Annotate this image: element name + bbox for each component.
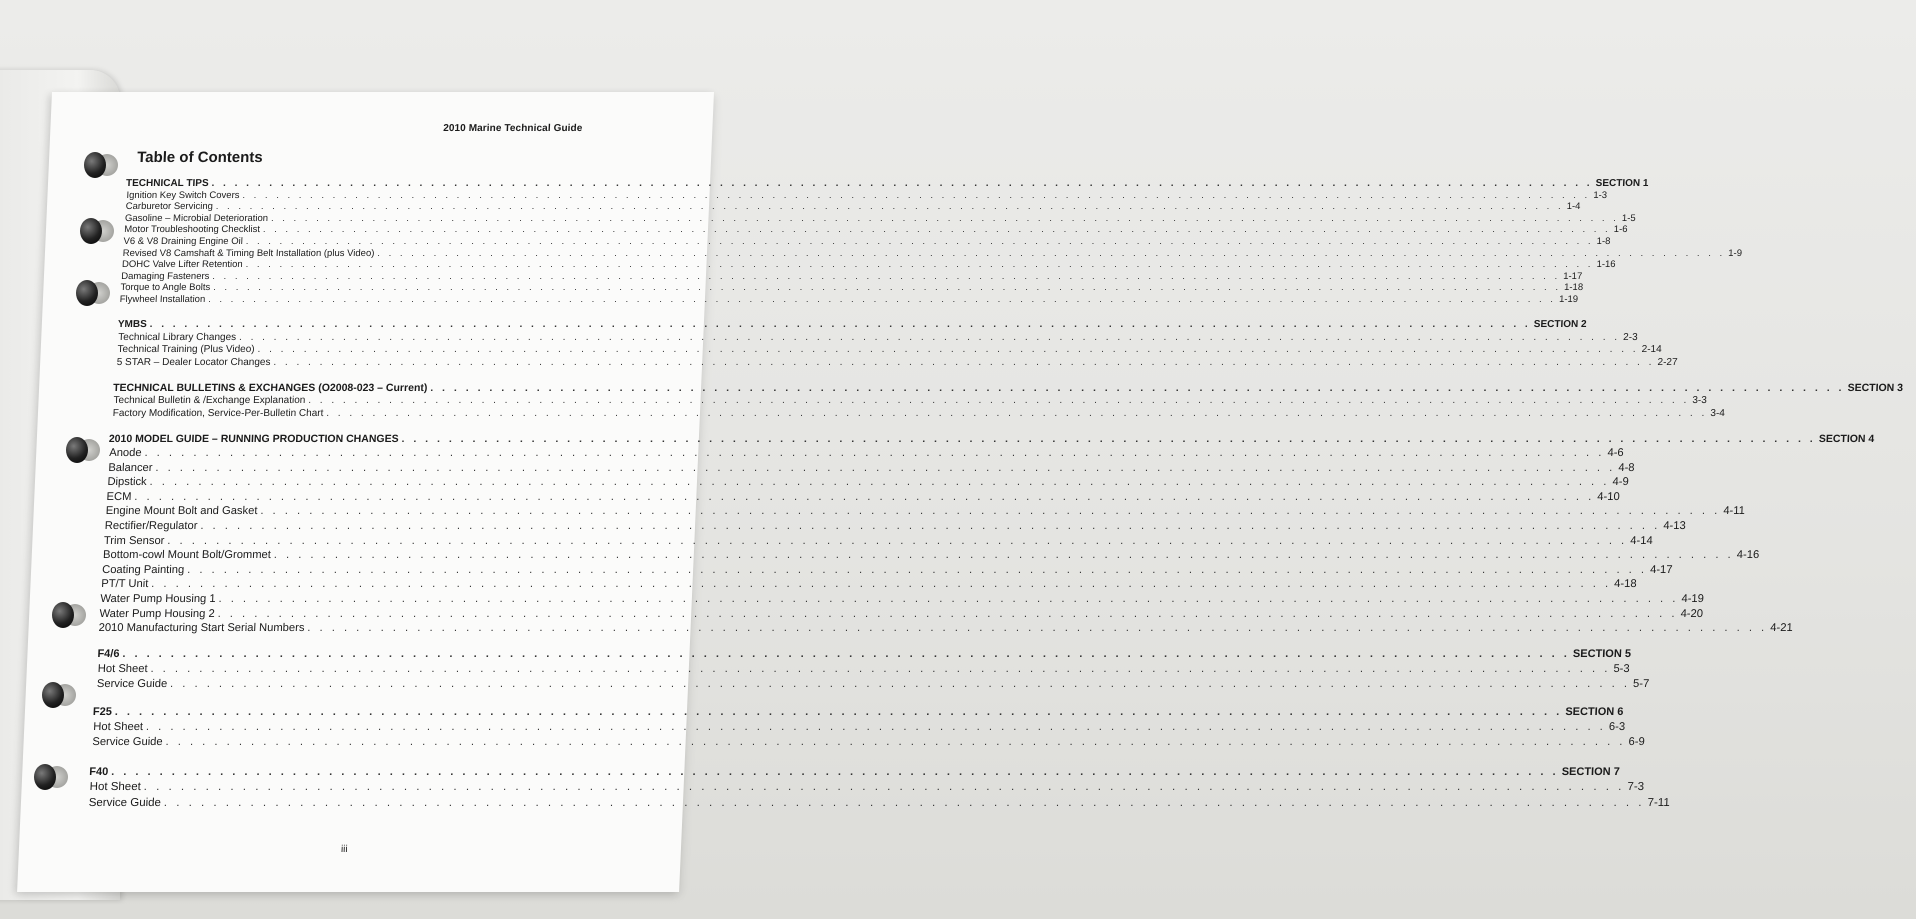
toc-entry bbox=[100, 576, 1637, 591]
toc-entry-label: Revised V8 Camshaft & Timing Belt Installation (plus Video) bbox=[122, 247, 375, 259]
toc-entry-page: 4-8 bbox=[1618, 461, 1635, 474]
leader-dots: . . . . . . . . . . . . . . . . . . . . . . . . . . . . . . . . . . . . . . . . . . . . . . . . . . . . . . . . . . . . . . . . . . . . . . . . . . . . . . . . . . . . . . . . . . . . . . . . . . . . . . . . . . . . . . . . . . . . . . . . bbox=[215, 201, 1564, 213]
toc-entry-label: 2010 Manufacturing Start Serial Numbers bbox=[98, 622, 305, 635]
leader-dots: . . . . . . . . . . . . . . . . . . . . . . . . . . . . . . . . . . . . . . . . . . . . . . . . . . . . . . . . . . . . . . . . . . . . . . . . . . . . . . . . . . . . . . . . . . . . . . . . . . . . . . . . . . . . . . . . . . . . . . . . bbox=[257, 344, 1639, 356]
toc-entry-label: PT/T Unit bbox=[100, 578, 149, 591]
toc-entry-label: Dipstick bbox=[107, 476, 147, 489]
toc-entry-page: 1-19 bbox=[1558, 294, 1579, 306]
section-label: SECTION 4 bbox=[1818, 433, 1875, 446]
toc-entry-page: 4-17 bbox=[1649, 563, 1673, 576]
toc-entry bbox=[105, 488, 1620, 503]
leader-dots: . . . . . . . . . . . . . . . . . . . . . . . . . . . . . . . . . . . . . . . . . . . . . . . . . . . . . . . . . . . . . . . . . . . . . . . . . . . . . . . . . . . . . . . . . . . . . . . . . . . . . . . . . . . . . . . . . . . . . . . . bbox=[273, 356, 1655, 368]
toc-section-heading bbox=[108, 429, 1875, 446]
toc-entry-page: 1-3 bbox=[1593, 189, 1608, 201]
leader-dots: . . . . . . . . . . . . . . . . . . . . . . . . . . . . . . . . . . . . . . . . . . . . . . . . . . . . . . . . . . . . . . . . . . . . . . . . . . . . . . . . . . . . . . . . . . . . . . . . . . . . . . . . . . . . . . . . . . . . . . . . bbox=[242, 189, 1591, 201]
toc-entry-label: ECM bbox=[106, 490, 132, 503]
toc-entry bbox=[102, 547, 1760, 562]
toc-entry bbox=[104, 518, 1687, 533]
toc-entry-page: 4-9 bbox=[1612, 476, 1629, 489]
toc-entry-page: 4-11 bbox=[1723, 505, 1746, 518]
toc-entry-page: 4-14 bbox=[1630, 534, 1653, 547]
leader-dots: . . . . . . . . . . . . . . . . . . . . . . . . . . . . . . . . . . . . . . . . . . . . . . . . . . . . . . . . . . . . . . . . . . . . . . . . . . . . . . . . . . . . . . . . . . . . . . . . . . . . . . . . . . . . . . . . . . . . . . . . bbox=[308, 395, 1690, 406]
toc-entry-label: Ignition Key Switch Covers bbox=[126, 189, 240, 201]
toc-entry-label: 5 STAR – Dealer Locator Changes bbox=[116, 356, 271, 368]
leader-dots: . . . . . . . . . . . . . . . . . . . . . . . . . . . . . . . . . . . . . . . . . . . . . . . . . . . . . . . . . . . . . . . . . . . . . . . . . . . . . . . . . . . . . . . . . . . . . . . . . . . . . . . . . . . . . . . . . . . . . . . . bbox=[169, 677, 1631, 690]
toc-entry bbox=[111, 406, 1726, 419]
toc-entry-page: 2-27 bbox=[1657, 356, 1678, 368]
section-heading-label: F4/6 bbox=[97, 648, 120, 660]
toc-entry-label: Bottom-cowl Mount Bolt/Grommet bbox=[102, 549, 272, 562]
toc-entry-page: 4-21 bbox=[1770, 622, 1793, 635]
leader-dots: . . . . . . . . . . . . . . . . . . . . . . . . . . . . . . . . . . . . . . . . . . . . . . . . . . . . . . . . . . . . . . . . . . . . . . . . . . . . . . . . . . . . . . . . . . . . . . . . . . . . . . . . . . . . . . . . . . . . . . . . bbox=[163, 796, 1645, 809]
toc-entry-page: 6-3 bbox=[1608, 720, 1626, 733]
toc-entry-page: 1-5 bbox=[1621, 212, 1636, 224]
toc-entry bbox=[121, 258, 1616, 271]
toc-entry bbox=[96, 675, 1650, 690]
toc-entry-page: 4-13 bbox=[1663, 519, 1687, 532]
toc-entry-label: Motor Troubleshooting Checklist bbox=[123, 224, 261, 236]
toc-entry-page: 1-6 bbox=[1613, 224, 1628, 236]
leader-dots: . . . . . . . . . . . . . . . . . . . . . . . . . . . . . . . . . . . . . . . . . . . . . . . . . . . . . . . . . . . . . . . . . . . . . . . . . . . . . . . . . . . . . . . . . . . . . . . . . . . . . . . . . . . . . . . . . . . . . . . . bbox=[217, 607, 1678, 620]
leader-dots: . . . . . . . . . . . . . . . . . . . . . . . . . . . . . . . . . . . . . . . . . . . . . . . . . . . . . . . . . . . . . . . . . . . . . . . . . . . . . . . . . . . . . . . . . . . . . . . . . . . . . . . . . . . . . . . . . . . . . . . . bbox=[245, 236, 1594, 248]
toc-entry-label: Technical Library Changes bbox=[118, 331, 237, 343]
toc-entry-label: Water Pump Housing 2 bbox=[99, 607, 215, 620]
leader-dots: . . . . . . . . . . . . . . . . . . . . . . . . . . . . . . . . . . . . . . . . . . . . . . . . . . . . . . . . . . . . . . . . . . . . . . . . . . . . . . . . . . . . . . . . . . . . . . . . . . . . . . . . . . . . . . . . . . . . . . . . bbox=[218, 592, 1679, 605]
leader-dots: . . . . . . . . . . . . . . . . . . . . . . . . . . . . . . . . . . . . . . . . . . . . . . . . . . . . . . . . . . . . . . . . . . . . . . . . . . . . . . . . . . . . . . . . . . . . . . . . . . . . . . . . . . . . . . . . . . . . . . . . bbox=[307, 622, 1768, 635]
toc-entry bbox=[99, 591, 1705, 606]
toc-entry bbox=[118, 293, 1579, 306]
toc-section-heading bbox=[97, 644, 1632, 660]
toc-entry-label: Service Guide bbox=[88, 796, 162, 809]
toc-entry-page: 7-3 bbox=[1627, 781, 1645, 794]
section-label: SECTION 7 bbox=[1561, 766, 1621, 779]
toc-entry bbox=[125, 200, 1581, 213]
binding-ring bbox=[84, 152, 106, 178]
section-label: SECTION 2 bbox=[1533, 319, 1587, 331]
toc-entry-page: 3-3 bbox=[1692, 395, 1708, 406]
page-number: iii bbox=[340, 844, 348, 855]
toc-entry-label: Torque to Angle Bolts bbox=[120, 282, 211, 294]
toc-entry-page: 6-9 bbox=[1628, 735, 1645, 748]
leader-dots: . . . . . . . . . . . . . . . . . . . . . . . . . . . . . . . . . . . . . . . . . . . . . . . . . . . . . . . . . . . . . . . . . . . . . . . . . . . . . . . . . . . . . . . . . . . . . . . . . . . . . . . . . . . . . . . . . . . . . . . . bbox=[151, 578, 1612, 591]
toc-entry-label: DOHC Valve Lifter Retention bbox=[121, 259, 243, 271]
toc-section-heading bbox=[89, 762, 1621, 779]
toc-entry-page: 4-20 bbox=[1680, 607, 1704, 620]
toc-entry-label: Technical Bulletin & /Exchange Explanation bbox=[113, 395, 306, 406]
toc-entry bbox=[97, 660, 1630, 675]
leader-dots: . . . . . . . . . . . . . . . . . . . . . . . . . . . . . . . . . . . . . . . . . . . . . . . . . . . . . . . . . . . . . . . . . . . . . . . . . . . . . . . . . . . . . . . . . . . . . . . . . . . . . . . . . . . . . . . . . . . . . . . . bbox=[377, 247, 1726, 259]
running-header: 2010 Marine Technical Guide bbox=[442, 123, 583, 134]
toc-entry-page: 5-7 bbox=[1632, 677, 1650, 690]
leader-dots: . . . . . . . . . . . . . . . . . . . . . . . . . . . . . . . . . . . . . . . . . . . . . . . . . . . . . . . . . . . . . . . . . . . . . . . . . . . . . . . . . . . . . . . . . . . . . . . . . . . . . . . . . . . . . . . . . . . . . . . . bbox=[262, 224, 1612, 236]
leader-dots: . . . . . . . . . . . . . . . . . . . . . . . . . . . . . . . . . . . . . . . . . . . . . . . . . . . . . . . . . . . . . . . . . . . . . . . . . . . . . . . . . . . . . . . . . . . . . . . . . . . . . . . . . . . . . . . . . . . . . . . . bbox=[111, 766, 1559, 779]
leader-dots: . . . . . . . . . . . . . . . . . . . . . . . . . . . . . . . . . . . . . . . . . . . . . . . . . . . . . . . . . . . . . . . . . . . . . . . . . . . . . . . . . . . . . . . . . . . . . . . . . . . . . . . . . . . . . . . . . . . . . . . . bbox=[145, 720, 1607, 733]
toc-entry-label: Flywheel Installation bbox=[119, 294, 206, 306]
page-title: Table of Contents bbox=[136, 149, 264, 166]
leader-dots: . . . . . . . . . . . . . . . . . . . . . . . . . . . . . . . . . . . . . . . . . . . . . . . . . . . . . . . . . . . . . . . . . . . . . . . . . . . . . . . . . . . . . . . . . . . . . . . . . . . . . . . . . . . . . . . . . . . . . . . . bbox=[211, 177, 1593, 189]
toc-entry-label: Gasoline – Microbial Deterioration bbox=[124, 212, 269, 224]
leader-dots: . . . . . . . . . . . . . . . . . . . . . . . . . . . . . . . . . . . . . . . . . . . . . . . . . . . . . . . . . . . . . . . . . . . . . . . . . . . . . . . . . . . . . . . . . . . . . . . . . . . . . . . . . . . . . . . . . . . . . . . . bbox=[430, 381, 1845, 394]
toc-entry bbox=[104, 503, 1746, 518]
toc-entry-label: Rectifier/Regulator bbox=[104, 519, 198, 532]
toc-entry bbox=[106, 474, 1629, 489]
toc-entry bbox=[87, 794, 1671, 809]
toc-entry-page: 2-3 bbox=[1622, 331, 1638, 343]
toc-section bbox=[88, 762, 1671, 809]
leader-dots: . . . . . . . . . . . . . . . . . . . . . . . . . . . . . . . . . . . . . . . . . . . . . . . . . . . . . . . . . . . . . . . . . . . . . . . . . . . . . . . . . . . . . . . . . . . . . . . . . . . . . . . . . . . . . . . . . . . . . . . . bbox=[213, 282, 1562, 294]
toc-entry-page: 4-6 bbox=[1607, 446, 1624, 459]
toc-entry-page: 4-16 bbox=[1736, 549, 1760, 562]
leader-dots: . . . . . . . . . . . . . . . . . . . . . . . . . . . . . . . . . . . . . . . . . . . . . . . . . . . . . . . . . . . . . . . . . . . . . . . . . . . . . . . . . . . . . . . . . . . . . . . . . . . . . . . . . . . . . . . . . . . . . . . . bbox=[134, 490, 1595, 503]
toc-entry bbox=[88, 778, 1645, 794]
toc-entry bbox=[92, 718, 1626, 733]
toc-entry-label: Damaging Fasteners bbox=[120, 270, 210, 282]
section-label: SECTION 3 bbox=[1847, 381, 1904, 394]
toc-section-heading bbox=[117, 317, 1587, 331]
toc-entry-page: 4-19 bbox=[1681, 592, 1705, 605]
toc-entry bbox=[119, 281, 1584, 294]
toc-entry bbox=[91, 733, 1645, 748]
binding-ring bbox=[66, 437, 88, 463]
leader-dots: . . . . . . . . . . . . . . . . . . . . . . . . . . . . . . . . . . . . . . . . . . . . . . . . . . . . . . . . . . . . . . . . . . . . . . . . . . . . . . . . . . . . . . . . . . . . . . . . . . . . . . . . . . . . . . . . . . . . . . . . bbox=[270, 212, 1620, 224]
leader-dots: . . . . . . . . . . . . . . . . . . . . . . . . . . . . . . . . . . . . . . . . . . . . . . . . . . . . . . . . . . . . . . . . . . . . . . . . . . . . . . . . . . . . . . . . . . . . . . . . . . . . . . . . . . . . . . . . . . . . . . . . bbox=[122, 648, 1571, 660]
toc-entry-label: Service Guide bbox=[96, 677, 168, 690]
leader-dots: . . . . . . . . . . . . . . . . . . . . . . . . . . . . . . . . . . . . . . . . . . . . . . . . . . . . . . . . . . . . . . . . . . . . . . . . . . . . . . . . . . . . . . . . . . . . . . . . . . . . . . . . . . . . . . . . . . . . . . . . bbox=[326, 408, 1708, 419]
section-label: SECTION 6 bbox=[1565, 706, 1624, 718]
binding-ring bbox=[34, 764, 56, 790]
leader-dots: . . . . . . . . . . . . . . . . . . . . . . . . . . . . . . . . . . . . . . . . . . . . . . . . . . . . . . . . . . . . . . . . . . . . . . . . . . . . . . . . . . . . . . . . . . . . . . . . . . . . . . . . . . . . . . . . . . . . . . . . bbox=[401, 433, 1817, 446]
leader-dots: . . . . . . . . . . . . . . . . . . . . . . . . . . . . . . . . . . . . . . . . . . . . . . . . . . . . . . . . . . . . . . . . . . . . . . . . . . . . . . . . . . . . . . . . . . . . . . . . . . . . . . . . . . . . . . . . . . . . . . . . bbox=[186, 563, 1648, 576]
toc-entry bbox=[121, 247, 1743, 259]
leader-dots: . . . . . . . . . . . . . . . . . . . . . . . . . . . . . . . . . . . . . . . . . . . . . . . . . . . . . . . . . . . . . . . . . . . . . . . . . . . . . . . . . . . . . . . . . . . . . . . . . . . . . . . . . . . . . . . . . . . . . . . . bbox=[150, 662, 1611, 675]
section-heading-label: TECHNICAL BULLETINS & EXCHANGES (O2008-023 – Current) bbox=[112, 381, 428, 394]
leader-dots: . . . . . . . . . . . . . . . . . . . . . . . . . . . . . . . . . . . . . . . . . . . . . . . . . . . . . . . . . . . . . . . . . . . . . . . . . . . . . . . . . . . . . . . . . . . . . . . . . . . . . . . . . . . . . . . . . . . . . . . . bbox=[260, 505, 1721, 518]
toc-entry-label: Carburetor Servicing bbox=[125, 201, 214, 213]
toc-entry-page: 1-18 bbox=[1563, 282, 1584, 294]
toc-entry bbox=[112, 393, 1708, 406]
toc-section bbox=[91, 702, 1645, 748]
section-heading-label: F40 bbox=[89, 766, 109, 779]
toc-entry-label: Hot Sheet bbox=[89, 781, 142, 794]
toc-entry-label: Water Pump Housing 1 bbox=[100, 592, 216, 605]
leader-dots: . . . . . . . . . . . . . . . . . . . . . . . . . . . . . . . . . . . . . . . . . . . . . . . . . . . . . . . . . . . . . . . . . . . . . . . . . . . . . . . . . . . . . . . . . . . . . . . . . . . . . . . . . . . . . . . . . . . . . . . . bbox=[165, 735, 1626, 748]
section-label: SECTION 1 bbox=[1595, 177, 1649, 189]
leader-dots: . . . . . . . . . . . . . . . . . . . . . . . . . . . . . . . . . . . . . . . . . . . . . . . . . . . . . . . . . . . . . . . . . . . . . . . . . . . . . . . . . . . . . . . . . . . . . . . . . . . . . . . . . . . . . . . . . . . . . . . . bbox=[149, 319, 1532, 331]
toc-section-heading bbox=[92, 702, 1624, 718]
toc-entry-page: 7-11 bbox=[1647, 796, 1671, 809]
toc-entry bbox=[101, 561, 1673, 576]
section-heading-label: TECHNICAL TIPS bbox=[125, 177, 209, 189]
toc-entry-page: 1-16 bbox=[1596, 259, 1616, 271]
leader-dots: . . . . . . . . . . . . . . . . . . . . . . . . . . . . . . . . . . . . . . . . . . . . . . . . . . . . . . . . . . . . . . . . . . . . . . . . . . . . . . . . . . . . . . . . . . . . . . . . . . . . . . . . . . . . . . . . . . . . . . . . bbox=[114, 706, 1563, 718]
leader-dots: . . . . . . . . . . . . . . . . . . . . . . . . . . . . . . . . . . . . . . . . . . . . . . . . . . . . . . . . . . . . . . . . . . . . . . . . . . . . . . . . . . . . . . . . . . . . . . . . . . . . . . . . . . . . . . . . . . . . . . . . bbox=[207, 294, 1557, 306]
toc-entry bbox=[122, 235, 1611, 248]
toc-section bbox=[98, 429, 1875, 635]
toc-entry bbox=[103, 532, 1653, 547]
section-label: SECTION 5 bbox=[1572, 648, 1632, 660]
leader-dots: . . . . . . . . . . . . . . . . . . . . . . . . . . . . . . . . . . . . . . . . . . . . . . . . . . . . . . . . . . . . . . . . . . . . . . . . . . . . . . . . . . . . . . . . . . . . . . . . . . . . . . . . . . . . . . . . . . . . . . . . bbox=[155, 461, 1616, 474]
toc-entry bbox=[125, 189, 1608, 201]
binding-ring bbox=[76, 280, 98, 306]
toc-entry-label: Anode bbox=[108, 446, 142, 459]
toc-entry-page: 1-8 bbox=[1596, 236, 1611, 248]
toc-entry-label: Hot Sheet bbox=[93, 720, 144, 733]
toc-entry-label: Service Guide bbox=[92, 735, 163, 748]
leader-dots: . . . . . . . . . . . . . . . . . . . . . . . . . . . . . . . . . . . . . . . . . . . . . . . . . . . . . . . . . . . . . . . . . . . . . . . . . . . . . . . . . . . . . . . . . . . . . . . . . . . . . . . . . . . . . . . . . . . . . . . . bbox=[143, 781, 1625, 794]
toc-entry bbox=[123, 223, 1628, 236]
toc-entry bbox=[108, 445, 1624, 460]
toc-entry-page: 1-9 bbox=[1728, 247, 1743, 259]
leader-dots: . . . . . . . . . . . . . . . . . . . . . . . . . . . . . . . . . . . . . . . . . . . . . . . . . . . . . . . . . . . . . . . . . . . . . . . . . . . . . . . . . . . . . . . . . . . . . . . . . . . . . . . . . . . . . . . . . . . . . . . . bbox=[212, 270, 1561, 282]
toc-section bbox=[96, 644, 1650, 690]
toc-entry-label: Factory Modification, Service-Per-Bulletin Chart bbox=[112, 408, 324, 419]
binding-ring bbox=[52, 602, 74, 628]
toc-entry-label: Balancer bbox=[108, 461, 153, 474]
toc-entry bbox=[98, 605, 1704, 620]
toc-section-heading bbox=[125, 176, 1649, 189]
toc-entry-page: 1-17 bbox=[1562, 270, 1583, 282]
toc-entry bbox=[124, 212, 1636, 224]
toc-entry-label: Trim Sensor bbox=[103, 534, 165, 547]
toc-section bbox=[119, 176, 1743, 306]
section-heading-label: YMBS bbox=[117, 319, 147, 331]
leader-dots: . . . . . . . . . . . . . . . . . . . . . . . . . . . . . . . . . . . . . . . . . . . . . . . . . . . . . . . . . . . . . . . . . . . . . . . . . . . . . . . . . . . . . . . . . . . . . . . . . . . . . . . . . . . . . . . . . . . . . . . . bbox=[245, 259, 1594, 271]
toc-entry-label: V6 & V8 Draining Engine Oil bbox=[123, 236, 244, 248]
toc-entry-page: 4-18 bbox=[1613, 578, 1637, 591]
binding-ring bbox=[42, 682, 64, 708]
section-heading-label: F25 bbox=[92, 706, 113, 718]
toc-entry-label: Technical Training (Plus Video) bbox=[117, 344, 255, 356]
toc-entry-page: 4-10 bbox=[1597, 490, 1620, 503]
toc-entry-label: Coating Painting bbox=[101, 563, 185, 576]
toc-section bbox=[116, 317, 1678, 368]
leader-dots: . . . . . . . . . . . . . . . . . . . . . . . . . . . . . . . . . . . . . . . . . . . . . . . . . . . . . . . . . . . . . . . . . . . . . . . . . . . . . . . . . . . . . . . . . . . . . . . . . . . . . . . . . . . . . . . . . . . . . . . . bbox=[144, 446, 1605, 459]
toc-section bbox=[112, 379, 1904, 419]
toc-entry bbox=[107, 459, 1635, 474]
binding-ring bbox=[80, 218, 102, 244]
leader-dots: . . . . . . . . . . . . . . . . . . . . . . . . . . . . . . . . . . . . . . . . . . . . . . . . . . . . . . . . . . . . . . . . . . . . . . . . . . . . . . . . . . . . . . . . . . . . . . . . . . . . . . . . . . . . . . . . . . . . . . . . bbox=[200, 519, 1661, 532]
toc-entry bbox=[120, 270, 1583, 282]
toc-entry-page: 1-4 bbox=[1566, 201, 1581, 213]
toc-entry-page: 5-3 bbox=[1613, 662, 1630, 675]
leader-dots: . . . . . . . . . . . . . . . . . . . . . . . . . . . . . . . . . . . . . . . . . . . . . . . . . . . . . . . . . . . . . . . . . . . . . . . . . . . . . . . . . . . . . . . . . . . . . . . . . . . . . . . . . . . . . . . . . . . . . . . . bbox=[167, 534, 1628, 547]
toc-entry bbox=[117, 330, 1638, 343]
toc-entry bbox=[97, 620, 1793, 635]
toc-entry-label: Engine Mount Bolt and Gasket bbox=[105, 505, 258, 518]
toc-entry-page: 2-14 bbox=[1641, 344, 1662, 356]
toc-section-heading bbox=[112, 379, 1904, 394]
section-heading-label: 2010 MODEL GUIDE – RUNNING PRODUCTION CHANGES bbox=[108, 433, 399, 446]
page-content bbox=[17, 92, 1904, 892]
toc-entry bbox=[116, 343, 1662, 356]
leader-dots: . . . . . . . . . . . . . . . . . . . . . . . . . . . . . . . . . . . . . . . . . . . . . . . . . . . . . . . . . . . . . . . . . . . . . . . . . . . . . . . . . . . . . . . . . . . . . . . . . . . . . . . . . . . . . . . . . . . . . . . . bbox=[273, 549, 1735, 562]
toc-entry-label: Hot Sheet bbox=[97, 662, 148, 675]
leader-dots: . . . . . . . . . . . . . . . . . . . . . . . . . . . . . . . . . . . . . . . . . . . . . . . . . . . . . . . . . . . . . . . . . . . . . . . . . . . . . . . . . . . . . . . . . . . . . . . . . . . . . . . . . . . . . . . . . . . . . . . . bbox=[149, 476, 1610, 489]
document-page bbox=[17, 92, 1904, 892]
leader-dots: . . . . . . . . . . . . . . . . . . . . . . . . . . . . . . . . . . . . . . . . . . . . . . . . . . . . . . . . . . . . . . . . . . . . . . . . . . . . . . . . . . . . . . . . . . . . . . . . . . . . . . . . . . . . . . . . . . . . . . . . bbox=[238, 331, 1621, 343]
toc-entry bbox=[115, 355, 1678, 368]
toc-entry-page: 3-4 bbox=[1710, 408, 1726, 419]
